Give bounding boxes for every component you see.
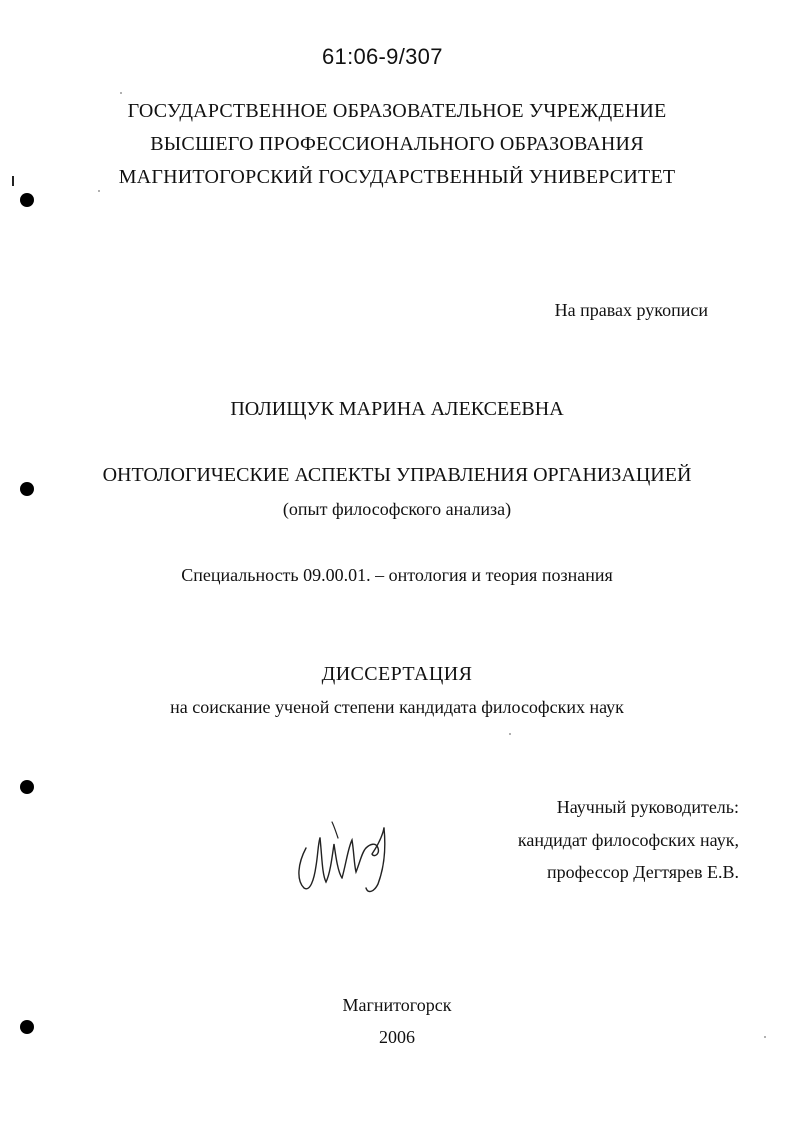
scan-speck [120, 92, 122, 94]
institution-line-1: ГОСУДАРСТВЕННОЕ ОБРАЗОВАТЕЛЬНОЕ УЧРЕЖДЕНИЕ [127, 100, 667, 122]
dissertation-subtitle: (опыт философского анализа) [282, 499, 512, 519]
supervisor-degree: кандидат философских наук, [517, 830, 739, 850]
scan-speck [509, 733, 511, 735]
punch-hole-icon [20, 780, 34, 794]
supervisor-label: Научный руководитель: [556, 797, 739, 817]
supervisor-name: профессор Дегтярев Е.В. [547, 862, 739, 882]
registry-number: 61:06-9/307 [322, 44, 443, 69]
scan-speck [98, 190, 100, 192]
punch-hole-icon [20, 193, 34, 207]
institution-line-3: МАГНИТОГОРСКИЙ ГОСУДАРСТВЕННЫЙ УНИВЕРСИТЕТ [118, 166, 676, 188]
city: Магнитогорск [342, 995, 452, 1015]
institution-line-2: ВЫСШЕГО ПРОФЕССИОНАЛЬНОГО ОБРАЗОВАНИЯ [150, 133, 644, 155]
specialty: Специальность 09.00.01. – онтология и теория познания [181, 565, 613, 585]
dissertation-title: ОНТОЛОГИЧЕСКИЕ АСПЕКТЫ УПРАВЛЕНИЯ ОРГАНИЗАЦИЕЙ [102, 464, 692, 486]
handwritten-signature [292, 818, 402, 898]
document-type: ДИССЕРТАЦИЯ [321, 663, 473, 685]
author-name: ПОЛИЩУК МАРИНА АЛЕКСЕЕВНА [230, 398, 564, 420]
manuscript-rights: На правах рукописи [554, 300, 708, 320]
degree-line: на соискание ученой степени кандидата философских наук [170, 697, 624, 717]
year: 2006 [379, 1027, 415, 1047]
